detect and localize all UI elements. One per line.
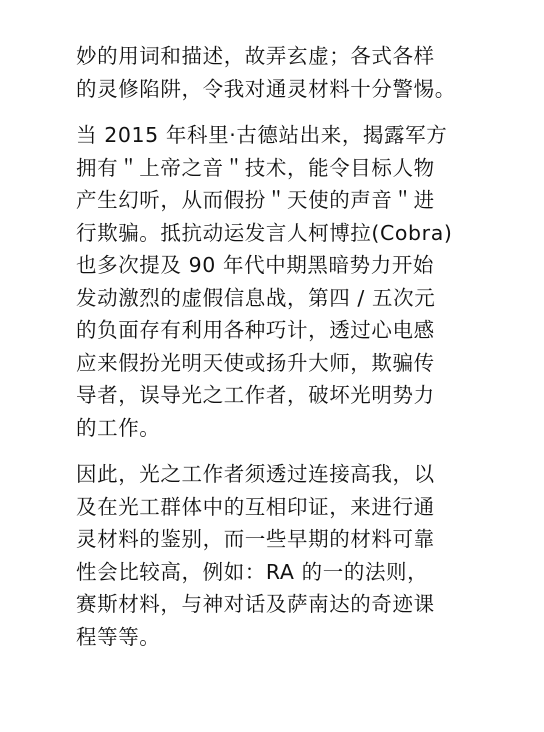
text-line: 及在光工群体中的互相印证，来进行通 <box>76 494 435 519</box>
text-line: 的工作。 <box>76 415 161 440</box>
text-line: 灵材料的鉴别，而一些早期的材料可靠 <box>76 527 435 551</box>
text-line: 产生幻听，从而假扮＂天使的声音＂进 <box>76 188 435 212</box>
text-line: 的负面存有利用各种巧计，透过心电感 <box>76 318 435 342</box>
text-line: 导者，误导光之工作者，破坏光明势力 <box>76 383 435 407</box>
text-line: 程等等。 <box>76 624 161 649</box>
text-line: 应来假扮光明天使或扬升大师，欺骗传 <box>76 350 435 375</box>
text-line: 妙的用词和描述，故弄玄虚；各式各样 <box>76 44 435 68</box>
paragraph-2 <box>76 119 504 444</box>
text-line: 因此，光之工作者须透过连接高我，以 <box>76 462 435 486</box>
text-line: 赛斯材料，与神对话及萨南达的奇迹课 <box>76 592 435 616</box>
text-line: 的灵修陷阱，令我对通灵材料十分警惕。 <box>76 76 456 101</box>
paragraph-1 <box>76 40 504 105</box>
text-line: 行欺骗。抵抗动运发言人柯博拉(Cobra) <box>76 220 453 245</box>
text-line: 发动激烈的虚假信息战，第四 / 五次元 <box>76 285 436 310</box>
paragraph-3 <box>76 458 504 653</box>
text-line: 也多次提及 90 年代中期黑暗势力开始 <box>76 253 435 277</box>
text-line: 拥有＂上帝之音＂技术，能令目标人物 <box>76 155 435 180</box>
text-line: 性会比较高，例如：RA 的一的法则， <box>76 559 429 584</box>
text-line: 当 2015 年科里·古德站出来，揭露军方 <box>76 123 448 147</box>
